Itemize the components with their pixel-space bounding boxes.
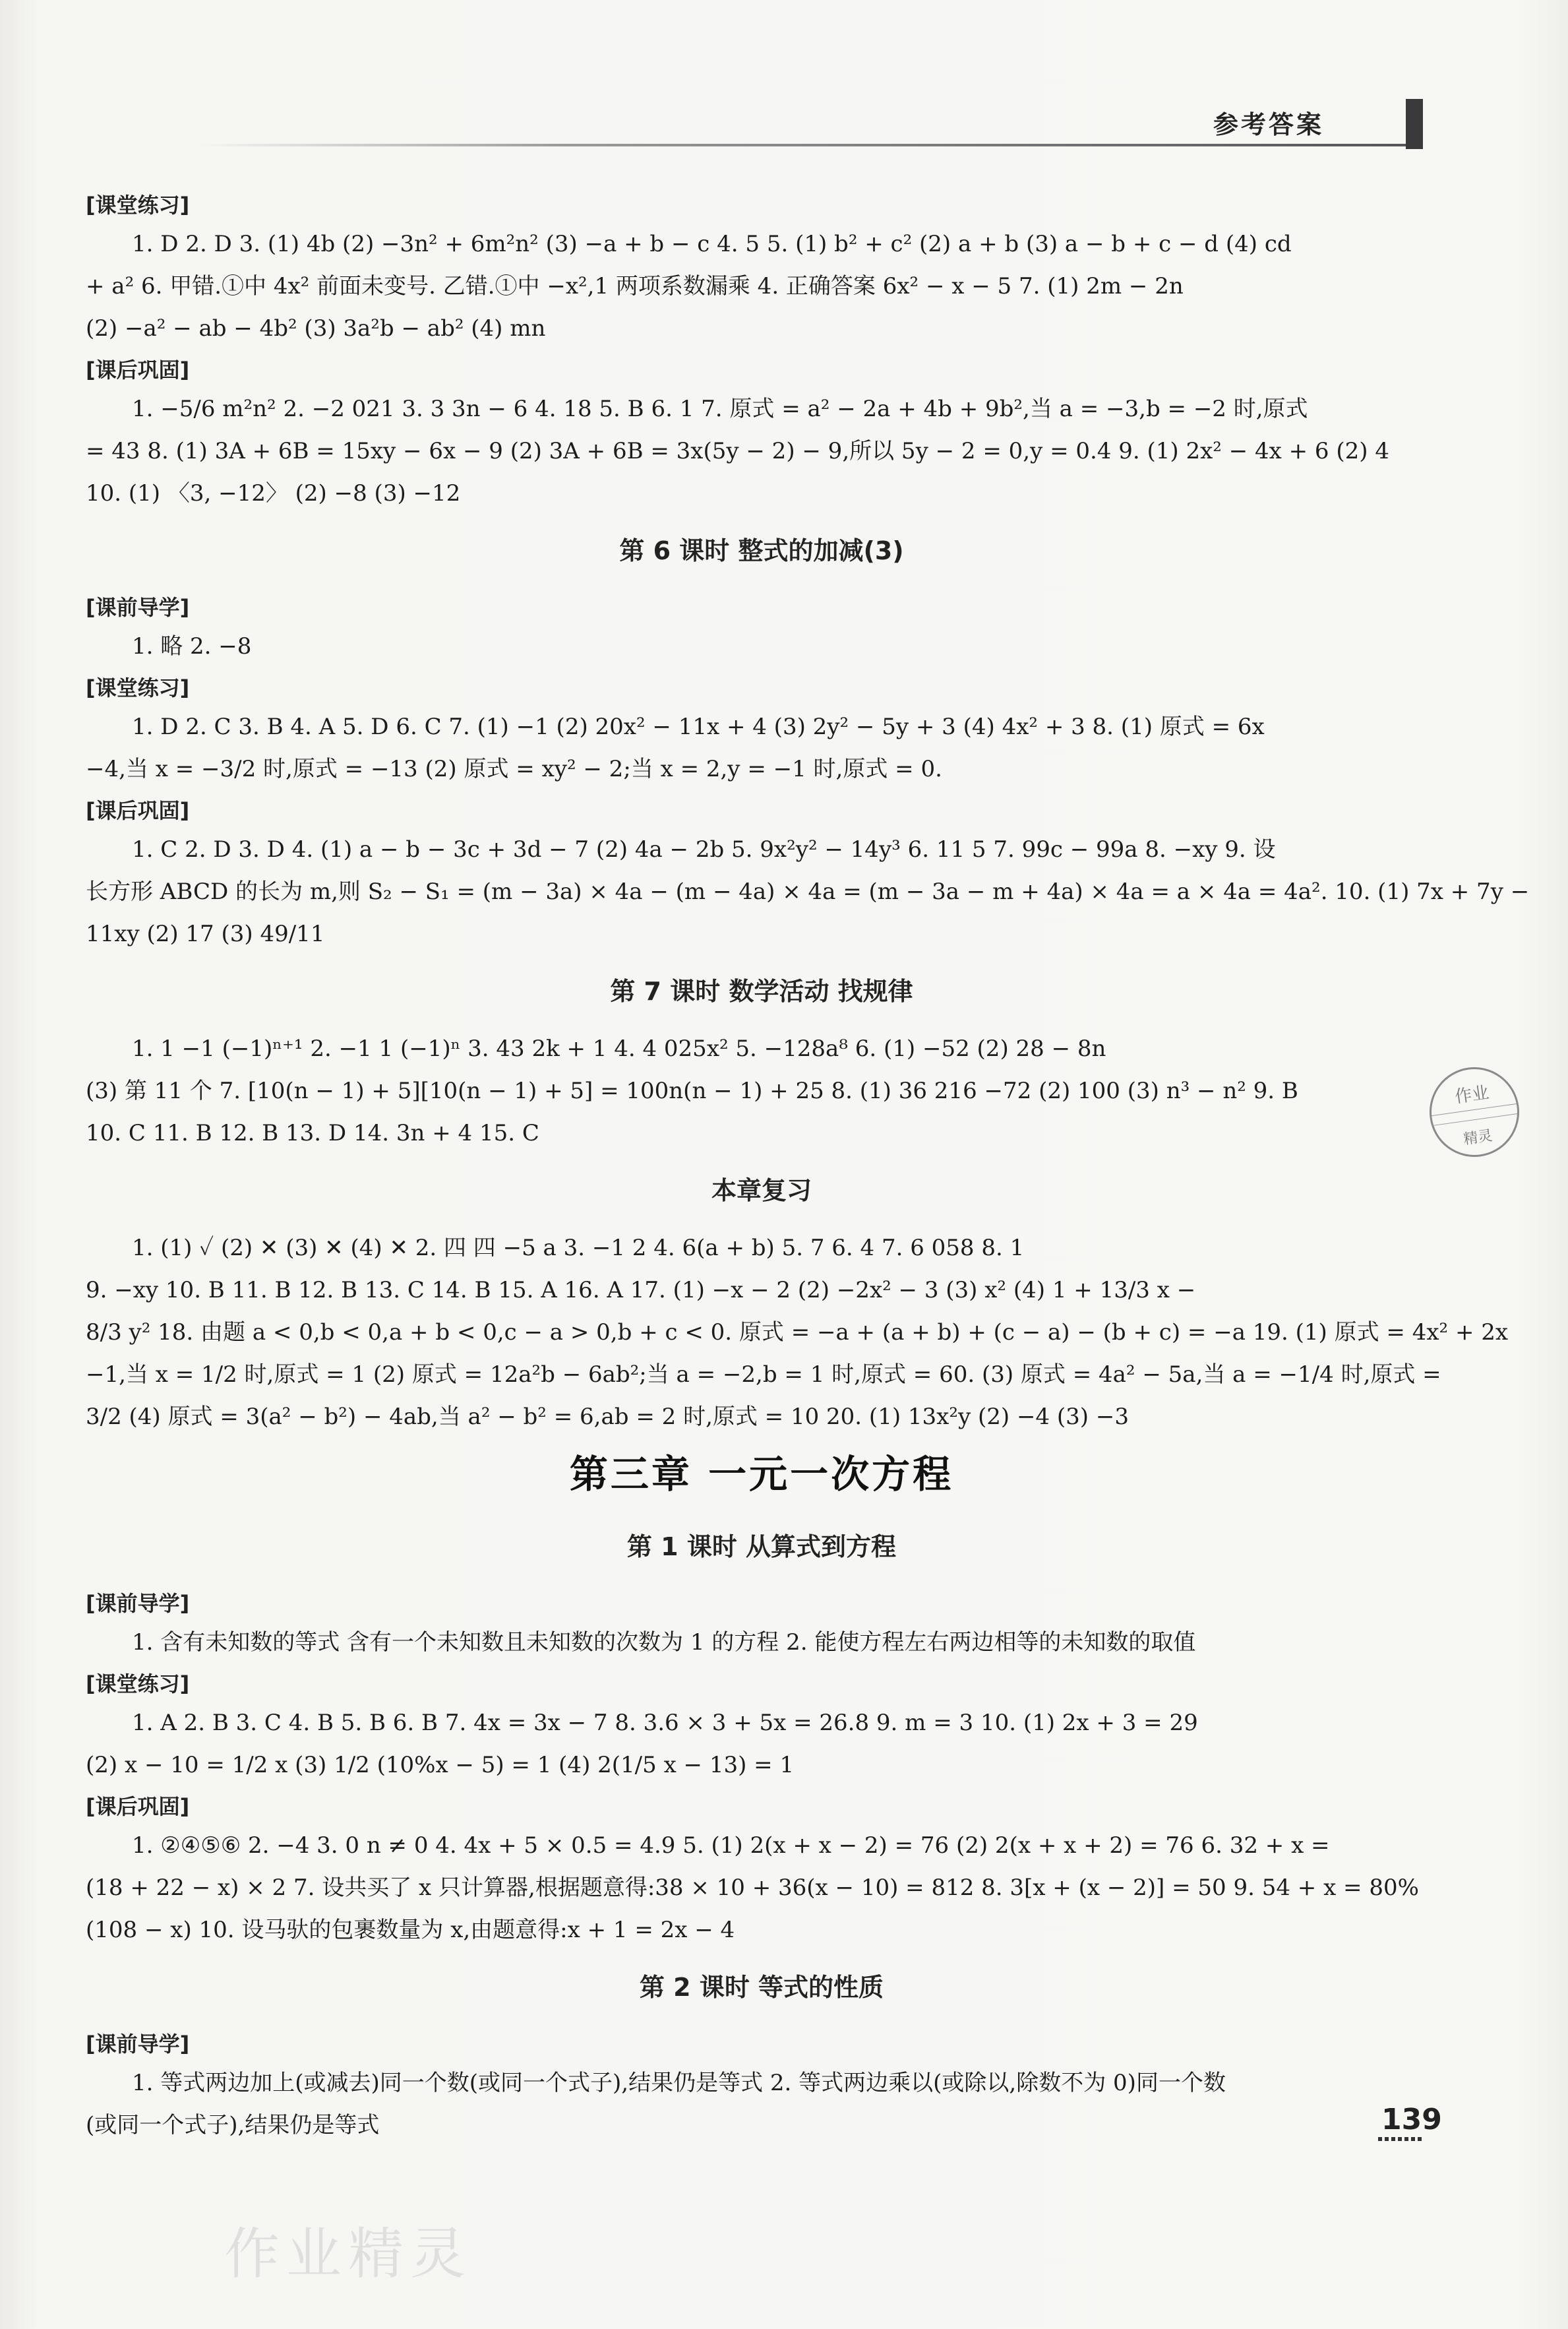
answer-line: 长方形 ABCD 的长为 m,则 S₂ − S₁ = (m − 3a) × 4a − (m − 4a) × 4a = (m − 3a − m + 4a) × 4a = a × 4a = 4a². 10. (1) 7x + 7y −: [86, 879, 1530, 905]
answer-line: = 43 8. (1) 3A + 6B = 15xy − 6x − 9 (2) 3A + 6B = 3x(5y − 2) − 9,所以 5y − 2 = 0,y = 0.4 9. (1) 2x² − 4x + 6 (2) 4: [86, 438, 1389, 464]
lesson-title: 第 6 课时 整式的加减(3): [619, 536, 904, 565]
answer-line: 9. −xy 10. B 11. B 12. B 13. C 14. B 15. A 16. A 17. (1) −x − 2 (2) −2x² − 3 (3) x² (4) 1 + 13/3 x −: [86, 1277, 1196, 1303]
section-label: [课后巩固]: [86, 1794, 190, 1819]
lesson-title: 第 7 课时 数学活动 找规律: [610, 977, 913, 1006]
answer-line: (108 − x) 10. 设马驮的包裹数量为 x,由题意得:x + 1 = 2x − 4: [86, 1917, 735, 1943]
answer-line: 10. (1) 〈3, −12〉 (2) −8 (3) −12: [86, 480, 461, 507]
header-rule: [198, 144, 1418, 146]
section-label: [课前导学]: [86, 1591, 190, 1616]
answer-line: + a² 6. 甲错.①中 4x² 前面未变号. 乙错.①中 −x²,1 两项系数漏乘 4. 正确答案 6x² − x − 5 7. (1) 2m − 2n: [86, 273, 1184, 299]
answer-line: 1. 等式两边加上(或减去)同一个数(或同一个式子),结果仍是等式 2. 等式两边乘以(或除以,除数不为 0)同一个数: [132, 2070, 1226, 2096]
answer-line: 1. 含有未知数的等式 含有一个未知数且未知数的次数为 1 的方程 2. 能使方程左右两边相等的未知数的取值: [132, 1629, 1196, 1656]
answer-line: 1. (1) ✓ (2) ✕ (3) ✕ (4) ✕ 2. 四 四 −5 a 3. −1 2 4. 6(a + b) 5. 7 6. 4 7. 6 058 8. 1: [132, 1235, 1025, 1261]
answer-line: 1. A 2. B 3. C 4. B 5. B 6. B 7. 4x = 3x − 7 8. 3.6 × 3 + 5x = 26.8 9. m = 3 10. (1) 2x + 3 = 29: [132, 1710, 1198, 1736]
answer-line: (2) x − 10 = 1/2 x (3) 1/2 (10%x − 5) = 1 (4) 2(1/5 x − 13) = 1: [86, 1752, 795, 1778]
section-label: [课前导学]: [86, 595, 190, 620]
watermark: 作业精灵: [224, 2221, 473, 2286]
page-number-decoration: [1378, 2137, 1424, 2141]
lesson-title: 第 1 课时 从算式到方程: [626, 1532, 897, 1561]
answer-line: (3) 第 11 个 7. [10(n − 1) + 5][10(n − 1) + 5] = 100n(n − 1) + 25 8. (1) 36 216 −72 (2) 100 (3) n³ − n² 9. B: [86, 1078, 1298, 1104]
running-head: 参考答案: [1213, 110, 1325, 139]
answer-line: (或同一个式子),结果仍是等式: [86, 2112, 380, 2138]
section-label: [课后巩固]: [86, 357, 190, 383]
answer-line: 1. −5/6 m²n² 2. −2 021 3. 3 3n − 6 4. 18 5. B 6. 1 7. 原式 = a² − 2a + 4b + 9b²,当 a = −3,b = −2 时,原式: [132, 396, 1308, 422]
answer-line: 1. ②④⑤⑥ 2. −4 3. 0 n ≠ 0 4. 4x + 5 × 0.5 = 4.9 5. (1) 2(x + x − 2) = 76 (2) 2(x + x + 2) = 76 6. 32 + x =: [132, 1832, 1330, 1859]
lesson-title: 本章复习: [711, 1176, 812, 1205]
section-label: [课前导学]: [86, 2032, 190, 2057]
section-label: [课堂练习]: [86, 193, 190, 218]
answer-line: (18 + 22 − x) × 2 7. 设共买了 x 只计算器,根据题意得:38 × 10 + 36(x − 10) = 812 8. 3[x + (x − 2)] = 50 9. 54 + x = 80%: [86, 1875, 1419, 1901]
section-label: [课堂练习]: [86, 675, 190, 700]
answer-line: 1. C 2. D 3. D 4. (1) a − b − 3c + 3d − 7 (2) 4a − 2b 5. 9x²y² − 14y³ 6. 11 5 7. 99c − 99a 8. −xy 9. 设: [132, 836, 1276, 863]
answer-line: −4,当 x = −3/2 时,原式 = −13 (2) 原式 = xy² − 2;当 x = 2,y = −1 时,原式 = 0.: [86, 756, 942, 782]
section-label: [课堂练习]: [86, 1671, 190, 1696]
seal-top-text: 作业: [1453, 1082, 1491, 1107]
answer-line: 1. D 2. C 3. B 4. A 5. D 6. C 7. (1) −1 (2) 20x² − 11x + 4 (3) 2y² − 5y + 3 (4) 4x² + 3 8. (1) 原式 = 6x: [132, 714, 1265, 740]
answer-line: 1. 略 2. −8: [132, 633, 252, 660]
header-tab-marker: [1406, 99, 1423, 149]
page-number: 139: [1381, 2103, 1442, 2136]
seal-bottom-text: 精灵: [1462, 1127, 1494, 1148]
lesson-title: 第 2 课时 等式的性质: [639, 1973, 884, 2002]
answer-line: 11xy (2) 17 (3) 49/11: [86, 921, 325, 947]
answer-line: 8/3 y² 18. 由题 a < 0,b < 0,a + b < 0,c − a > 0,b + c < 0. 原式 = −a + (a + b) + (c − a) − (b + c) = −a 19. (1) 原式 = 4x² + 2x: [86, 1319, 1509, 1346]
answer-line: 10. C 11. B 12. B 13. D 14. 3n + 4 15. C: [86, 1120, 539, 1146]
answer-line: 3/2 (4) 原式 = 3(a² − b²) − 4ab,当 a² − b² = 6,ab = 2 时,原式 = 10 20. (1) 13x²y (2) −4 (3) −3: [86, 1404, 1129, 1430]
answer-line: 1. D 2. D 3. (1) 4b (2) −3n² + 6m²n² (3) −a + b − c 4. 5 5. (1) b² + c² (2) a + b (3) a − b + c − d (4) cd: [132, 231, 1292, 257]
chapter-title: 第三章 一元一次方程: [569, 1452, 954, 1497]
answer-line: 1. 1 −1 (−1)ⁿ⁺¹ 2. −1 1 (−1)ⁿ 3. 43 2k + 1 4. 4 025x² 5. −128a⁸ 6. (1) −52 (2) 28 − 8n: [132, 1036, 1106, 1062]
answer-line: −1,当 x = 1/2 时,原式 = 1 (2) 原式 = 12a²b − 6ab²;当 a = −2,b = 1 时,原式 = 60. (3) 原式 = 4a² − 5a,当 a = −1/4 时,原式 =: [86, 1361, 1441, 1388]
answer-line: (2) −a² − ab − 4b² (3) 3a²b − ab² (4) mn: [86, 315, 546, 342]
section-label: [课后巩固]: [86, 798, 190, 823]
